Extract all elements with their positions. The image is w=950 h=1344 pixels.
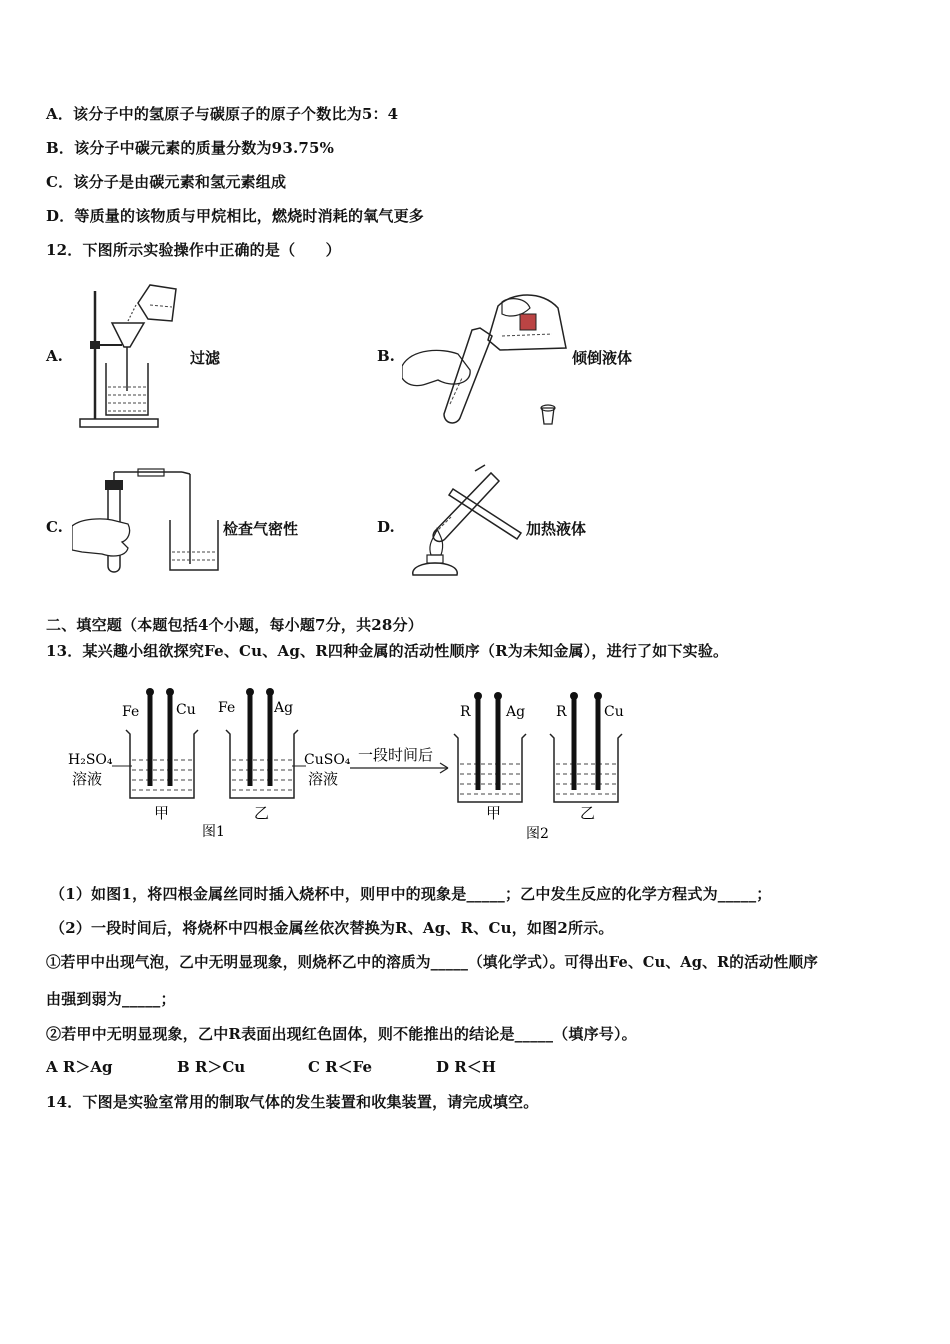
- heating-liquid-illustration: [405, 463, 525, 581]
- q11-option-c: C．该分子是由碳元素和氢元素组成: [46, 173, 287, 191]
- q13-metal-experiment-figure: [60, 682, 660, 844]
- fig1-jia-wire1: Fe: [122, 704, 140, 720]
- q11-option-a: A．该分子中的氢原子与碳原子的原子个数比为5：4: [46, 105, 399, 123]
- q13-choice-b: B R＞Cu: [177, 1058, 246, 1076]
- fig1-yi-wire1: Fe: [218, 700, 236, 716]
- q13-choice-d: D R＜H: [436, 1058, 496, 1076]
- pouring-liquid-illustration: [402, 288, 572, 433]
- q11-option-d: D．等质量的该物质与甲烷相比，燃烧时消耗的氧气更多: [46, 207, 425, 225]
- fig2-yi-wire2: Cu: [604, 704, 624, 720]
- fig2-yi-label: 乙: [580, 804, 596, 822]
- q13-part1: （1）如图1，将四根金属丝同时插入烧杯中，则甲中的现象是_____；乙中发生反应的化学方程式为_____；: [50, 885, 772, 903]
- fig1-jia-label: 甲: [154, 804, 170, 822]
- fig1-solution2-line2: 溶液: [308, 770, 339, 788]
- fig1-solution1-line2: 溶液: [72, 770, 103, 788]
- fig1-solution2-line1: CuSO₄: [304, 752, 351, 768]
- q12-option-c-caption: 检查气密性: [223, 520, 299, 538]
- fig1-solution1-line1: H₂SO₄: [68, 752, 113, 768]
- q13-sub1-line2: 由强到弱为_____；: [46, 990, 176, 1008]
- q12-option-b-letter: B.: [377, 347, 395, 365]
- fig1-yi-label: 乙: [254, 804, 270, 822]
- q13-choice-c: C R＜Fe: [308, 1058, 372, 1076]
- q12-stem: 12．下图所示实验操作中正确的是（ ）: [46, 241, 341, 259]
- q13-part2: （2）一段时间后，将烧杯中四根金属丝依次替换为R、Ag、R、Cu，如图2所示。: [50, 919, 614, 937]
- section2-heading: 二、填空题（本题包括4个小题，每小题7分，共28分）: [46, 616, 423, 634]
- fig1-yi-wire2: Ag: [274, 700, 294, 716]
- q12-option-a-caption: 过滤: [190, 349, 221, 367]
- q13-sub2: ②若甲中无明显现象，乙中R表面出现红色固体，则不能推出的结论是_____（填序号）。: [46, 1025, 637, 1043]
- fig2-caption: 图2: [526, 826, 549, 842]
- airtightness-check-illustration: [72, 468, 224, 576]
- q12-option-d-letter: D.: [377, 518, 395, 536]
- q12-option-c-letter: C.: [46, 518, 63, 536]
- fig1-caption: 图1: [202, 824, 225, 840]
- fig2-jia-wire2: Ag: [506, 704, 526, 720]
- fig1-jia-wire2: Cu: [176, 702, 196, 718]
- q12-option-d-caption: 加热液体: [526, 520, 587, 538]
- q12-option-b-caption: 倾倒液体: [572, 349, 633, 367]
- fig2-jia-label: 甲: [486, 804, 502, 822]
- filtration-illustration: [78, 283, 190, 433]
- fig2-jia-wire1: R: [460, 704, 471, 720]
- q13-choice-a: A R＞Ag: [46, 1058, 113, 1076]
- q13-stem: 13．某兴趣小组欲探究Fe、Cu、Ag、R四种金属的活动性顺序（R为未知金属），进行了如下实验。: [46, 642, 729, 660]
- arrow-text: 一段时间后: [358, 746, 434, 764]
- q12-option-a-letter: A.: [46, 347, 63, 365]
- fig2-yi-wire1: R: [556, 704, 567, 720]
- q13-sub1-line1: ①若甲中出现气泡，乙中无明显现象，则烧杯乙中的溶质为_____（填化学式）。可得出Fe、Cu、Ag、R的活动性顺序: [46, 954, 819, 971]
- q11-option-b: B．该分子中碳元素的质量分数为93.75%: [46, 139, 335, 157]
- q14-stem: 14．下图是实验室常用的制取气体的发生装置和收集装置，请完成填空。: [46, 1093, 539, 1111]
